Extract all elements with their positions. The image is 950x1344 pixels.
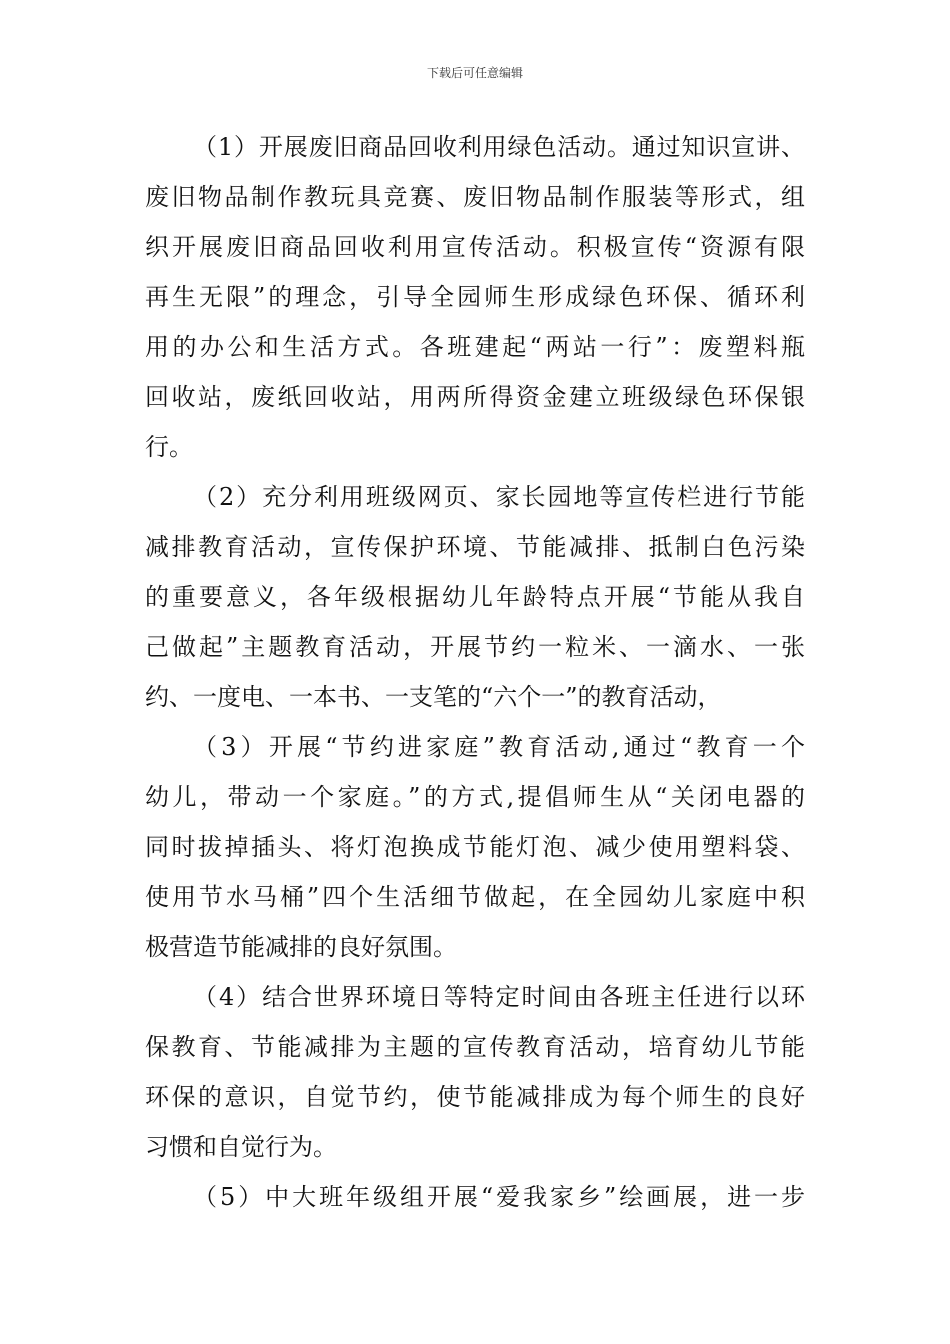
text-line: 习惯和自觉行为。 <box>145 1133 337 1161</box>
paragraph-2 <box>145 472 805 722</box>
text-line: 回收站，废纸回收站，用两所得资金建立班级绿色环保银 <box>145 383 805 411</box>
text-line: 约、一度电、一本书、一支笔的“六个一”的教育活动， <box>145 683 722 711</box>
text-line: 幼儿，带动一个家庭。”的方式,提倡师生从“关闭电器的 <box>145 783 805 811</box>
text-line: 废旧物品制作教玩具竞赛、废旧物品制作服装等形式，组 <box>145 183 805 211</box>
text-line: 的重要意义，各年级根据幼儿年龄特点开展“节能从我自 <box>145 583 805 611</box>
page-header: 下载后可任意编辑 <box>426 66 523 80</box>
text-line: （4）结合世界环境日等特定时间由各班主任进行以环 <box>193 983 805 1011</box>
text-line: （1）开展废旧商品回收利用绿色活动。通过知识宣讲、 <box>193 133 805 161</box>
text-line: 再生无限”的理念，引导全园师生形成绿色环保、循环利 <box>145 283 805 311</box>
text-line: 使用节水马桶”四个生活细节做起，在全园幼儿家庭中积 <box>145 883 805 911</box>
paragraph-1 <box>145 122 805 472</box>
paragraph-5 <box>145 1172 805 1222</box>
text-line: 织开展废旧商品回收利用宣传活动。积极宣传“资源有限 <box>145 233 805 261</box>
text-line: （2）充分利用班级网页、家长园地等宣传栏进行节能 <box>193 483 805 511</box>
text-line: 行。 <box>145 433 193 461</box>
text-line: （3）开展“节约进家庭”教育活动,通过“教育一个 <box>193 733 805 761</box>
text-line: 极营造节能减排的良好氛围。 <box>145 933 457 961</box>
text-line: 环保的意识，自觉节约，使节能减排成为每个师生的良好 <box>145 1083 805 1111</box>
text-line: 减排教育活动，宣传保护环境、节能减排、抵制白色污染 <box>145 533 805 561</box>
document-body <box>145 122 805 1222</box>
text-line: （5）中大班年级组开展“爱我家乡”绘画展，进一步 <box>193 1183 805 1211</box>
text-line: 同时拔掉插头、将灯泡换成节能灯泡、减少使用塑料袋、 <box>145 833 805 861</box>
paragraph-4 <box>145 972 805 1172</box>
text-line: 用的办公和生活方式。各班建起“两站一行”：废塑料瓶 <box>145 333 805 361</box>
text-line: 己做起”主题教育活动，开展节约一粒米、一滴水、一张 <box>145 633 805 661</box>
text-line: 保教育、节能减排为主题的宣传教育活动，培育幼儿节能 <box>145 1033 805 1061</box>
paragraph-3 <box>145 722 805 972</box>
